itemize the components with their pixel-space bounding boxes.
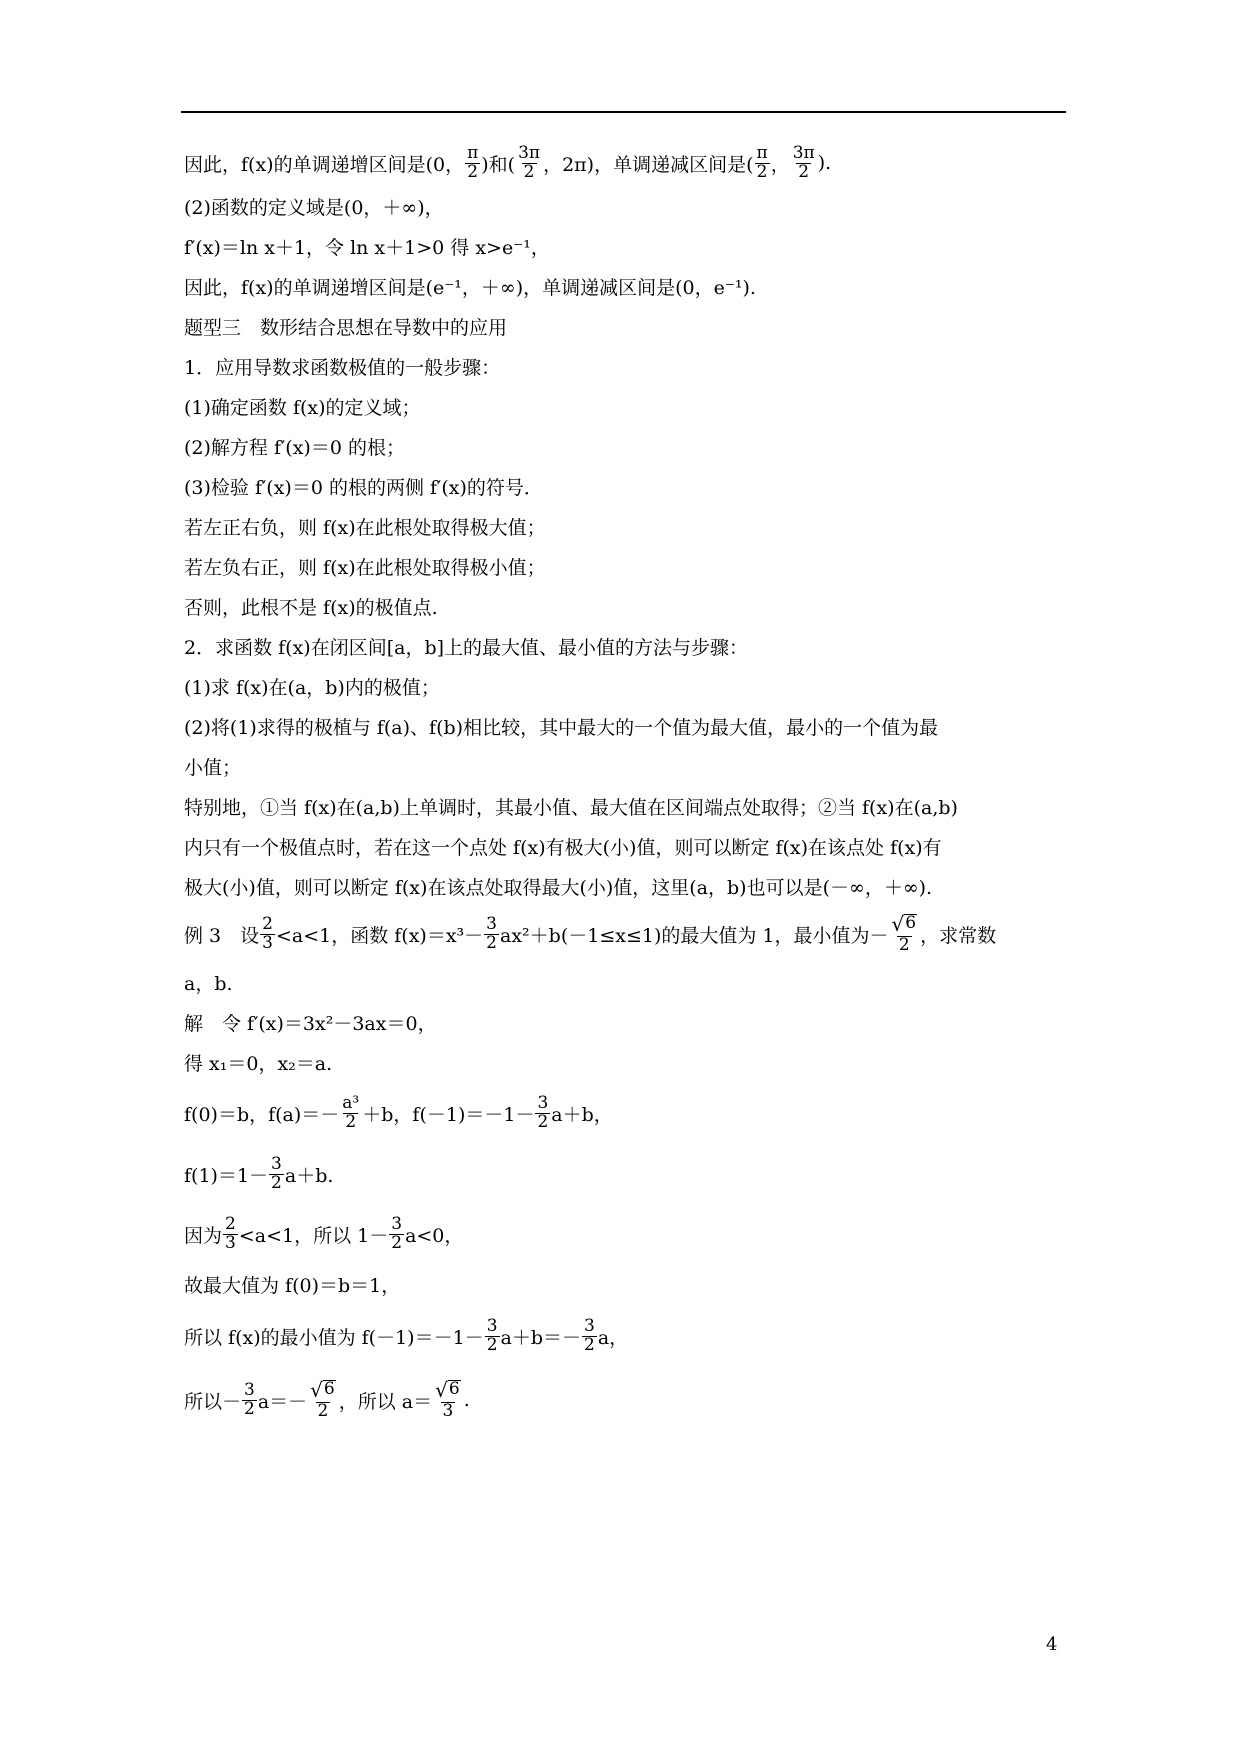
equation-line: 所以 f(x)的最小值为 f(－1)＝－1－ $\frac{3}{2}$ a＋b＝－ $\frac{3}{2}$ a， <box>184 1315 629 1355</box>
fraction: √ 6 2 <box>310 1377 335 1421</box>
text-line: 2．求函数 f(x)在闭区间[a，b]上的最大值、最小值的方法与步骤： <box>184 636 749 659</box>
text-line: 若左负右正，则 f(x)在此根处取得极小值； <box>184 556 546 579</box>
text-line: a，b. <box>184 972 233 995</box>
fraction: $\frac{3}{2}$ <box>486 1315 498 1355</box>
page-content <box>184 140 1064 1432</box>
fraction: $\frac{3}{2}$ <box>486 913 497 953</box>
text-line: 得 x₁＝0，x₂＝a. <box>184 1052 333 1075</box>
equation-line: f(1)＝1－ $\frac{3}{2}$ a＋b. <box>184 1153 334 1193</box>
text-line: 否则，此根不是 f(x)的极值点. <box>184 596 438 619</box>
sqrt-symbol: √ 6 <box>891 911 917 936</box>
text-line: 内只有一个极值点时，若在这一个点处 f(x)有极大(小)值，则可以断定 f(x)在该点处 f(x)有 <box>184 836 942 859</box>
text-line: 解 令 f′(x)＝3x²－3ax＝0， <box>184 1012 437 1035</box>
fraction: $\frac{3\pi}{2}$ <box>792 142 815 182</box>
text-line: (2)函数的定义域是(0，＋∞)， <box>184 196 444 219</box>
fraction: $\frac{3}{2}$ <box>391 1213 403 1253</box>
text-line: (2)解方程 f′(x)＝0 的根； <box>184 436 405 459</box>
text-line: 因此，f(x)的单调递增区间是(0， $\frac{\pi}{2}$ )和( $\frac{3\pi}{2}$ ，2π)，单调递减区间是( $\frac{\pi}{2}$ ， $\frac{3\pi}{2}$ ). <box>184 142 832 182</box>
section-heading: 题型三 数形结合思想在导数中的应用 <box>184 316 508 339</box>
fraction: $\frac{\pi}{2}$ <box>467 142 479 182</box>
sqrt-symbol: √ 6 <box>310 1377 335 1402</box>
text-line: 因此，f(x)的单调递增区间是(e⁻¹，＋∞)，单调递减区间是(0，e⁻¹). <box>184 276 756 299</box>
text-line: f′(x)＝ln x＋1，令 ln x＋1>0 得 x>e⁻¹， <box>184 236 550 259</box>
text-line: (3)检验 f′(x)＝0 的根的两侧 f′(x)的符号． <box>184 476 543 499</box>
sqrt-symbol: √ 6 <box>435 1377 460 1402</box>
text-line: 若左正右负，则 f(x)在此根处取得极大值； <box>184 516 546 539</box>
text-line: 1．应用导数求函数极值的一般步骤： <box>184 356 501 379</box>
fraction: $\frac{3\pi}{2}$ <box>518 142 541 182</box>
text-line: (1)求 f(x)在(a，b)内的极值； <box>184 676 440 699</box>
fraction: $\frac{2}{3}$ <box>225 1213 236 1253</box>
equation-line: 因为 $\frac{2}{3}$ <a<1，所以 1－ $\frac{3}{2}$ a<0， <box>184 1213 464 1253</box>
fraction: √ 6 3 <box>435 1377 460 1421</box>
equation-line: f(0)＝b，f(a)＝－ $\frac{\text{a³}}{2}$ ＋b，f(－1)＝－1－ $\frac{3}{2}$ a＋b， <box>184 1092 613 1132</box>
fraction: √ 6 2 <box>891 911 917 955</box>
fraction: $\frac{3}{2}$ <box>584 1315 595 1355</box>
fraction: $\frac{\text{a³}}{2}$ <box>342 1092 360 1132</box>
fraction: $\frac{3}{2}$ <box>244 1379 255 1419</box>
text-line: (1)确定函数 f(x)的定义域； <box>184 396 421 419</box>
fraction: $\frac{2}{3}$ <box>262 913 273 953</box>
fraction: $\frac{3}{2}$ <box>271 1153 282 1193</box>
fraction: $\frac{\pi}{2}$ <box>756 142 768 182</box>
header-rule <box>181 111 1066 113</box>
text-line: 特别地，①当 f(x)在(a,b)上单调时，其最小值、最大值在区间端点处取得；②当 f(x)在(a,b) <box>184 796 958 819</box>
text-line: (2)将(1)求得的极植与 f(a)、f(b)相比较，其中最大的一个值为最大值，最小的一个值为最 <box>184 716 939 739</box>
text-line: 故最大值为 f(0)＝b＝1， <box>184 1274 401 1297</box>
fraction: $\frac{3}{2}$ <box>537 1092 549 1132</box>
text-line: 极大(小)值，则可以断定 f(x)在该点处取得最大(小)值，这里(a，b)也可以是(－∞，＋∞). <box>184 876 933 899</box>
page-number: 4 <box>1046 1634 1058 1655</box>
example-line: 例 3 设 $\frac{2}{3}$ <a<1，函数 f(x)＝x³－ $\frac{3}{2}$ ax²＋b(－1≤x≤1)的最大值为 1，最小值为－ √ 6 2 ，求常数 <box>184 911 997 955</box>
equation-line: 所以－ $\frac{3}{2}$ a＝－ √ 6 2 ，所以 a＝ √ 6 3 . <box>184 1377 470 1421</box>
text-line: 小值； <box>184 756 242 779</box>
